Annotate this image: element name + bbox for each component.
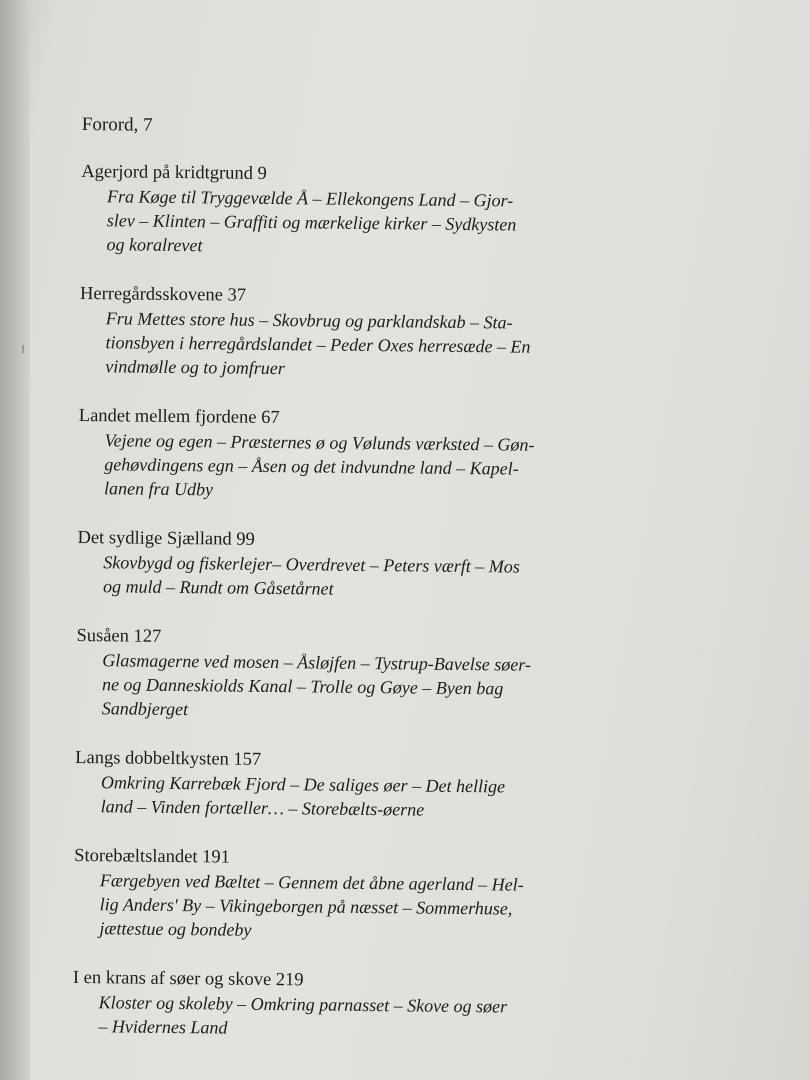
- subtitle-line: lig Anders' By – Vikingeborgen på næsset – Sommerhuse,: [99, 894, 513, 919]
- toc-entry: [72, 966, 593, 1043]
- foreword-entry: Forord, 7: [81, 113, 153, 136]
- table-of-contents: [72, 112, 602, 1069]
- chapter-subtitles: [106, 184, 577, 261]
- subtitle-line: land – Vinden fortæller… – Storebælts-øerne: [100, 796, 425, 820]
- chapter-title: Agerjord på kridtgrund 9: [81, 161, 267, 184]
- subtitle-line: tionsbyen i herregårdslandet – Peder Oxes herresæde – En: [105, 332, 531, 357]
- subtitle-line: Fru Mettes store hus – Skovbrug og parklandskab – Sta-: [105, 308, 513, 333]
- chapter-title: I en krans af søer og skove 219: [72, 967, 304, 991]
- chapter-subtitles: [101, 770, 571, 823]
- chapter-title: Herregårdsskovene 37: [79, 283, 247, 306]
- subtitle-line: og muld – Rundt om Gåsetårnet: [102, 576, 334, 599]
- subtitle-line: Færgebyen ved Bæltet – Gennem det åbne agerland – Hel-: [99, 870, 524, 895]
- chapter-subtitles: [102, 648, 573, 725]
- subtitle-line: Sandbjerget: [101, 698, 189, 720]
- subtitle-line: Kloster og skoleby – Omkring parnasset – Skove og søer: [98, 992, 508, 1017]
- subtitle-line: – Hvidernes Land: [98, 1016, 228, 1038]
- margin-mark: [22, 345, 24, 353]
- chapter-subtitles: [103, 550, 573, 603]
- toc-entry: [77, 526, 598, 603]
- toc-entry: [80, 160, 601, 261]
- toc-entry: [73, 844, 594, 945]
- chapter-title: Langs dobbeltkysten 157: [75, 747, 262, 770]
- chapter-title: Storebæltslandet 191: [74, 845, 231, 868]
- chapter-subtitles: [98, 990, 568, 1043]
- subtitle-line: Fra Køge til Tryggevælde Å – Ellekongens Land – Gjor-: [107, 186, 514, 211]
- subtitle-line: slev – Klinten – Graffiti og mærkelige kirker – Sydkysten: [106, 210, 517, 235]
- chapter-title: Landet mellem fjordene 67: [78, 405, 280, 429]
- chapter-subtitles: [99, 868, 570, 945]
- subtitle-line: og koralrevet: [106, 234, 203, 256]
- page-gutter-shadow: [0, 0, 30, 1080]
- chapter-title: Det sydlige Sjælland 99: [77, 527, 255, 550]
- subtitle-line: Vejene og egen – Præsternes ø og Vølunds værksted – Gøn-: [104, 430, 535, 455]
- subtitle-line: vindmølle og to jomfruer: [105, 356, 285, 379]
- subtitle-line: Skovbygd og fiskerlejer– Overdrevet – Peters værft – Mos: [103, 552, 520, 577]
- toc-entry: [75, 746, 596, 823]
- chapter-subtitles: [105, 306, 576, 383]
- subtitle-line: Omkring Karrebæk Fjord – De saliges øer – Det hellige: [100, 772, 506, 797]
- subtitle-line: Glasmagerne ved mosen – Åsløjfen – Tystrup-Bavelse søer-: [102, 650, 532, 675]
- chapter-title: Susåen 127: [76, 625, 162, 647]
- subtitle-line: lanen fra Udby: [103, 478, 214, 500]
- subtitle-line: jættestue og bondeby: [99, 918, 252, 940]
- subtitle-line: ne og Danneskiolds Kanal – Trolle og Gøye – Byen bag: [101, 674, 504, 699]
- chapter-subtitles: [104, 428, 575, 505]
- toc-entry: [78, 404, 599, 505]
- subtitle-line: gehøvdingens egn – Åsen og det indvundne land – Kapel-: [104, 454, 519, 479]
- toc-entry: [76, 624, 597, 725]
- toc-entry: [79, 282, 600, 383]
